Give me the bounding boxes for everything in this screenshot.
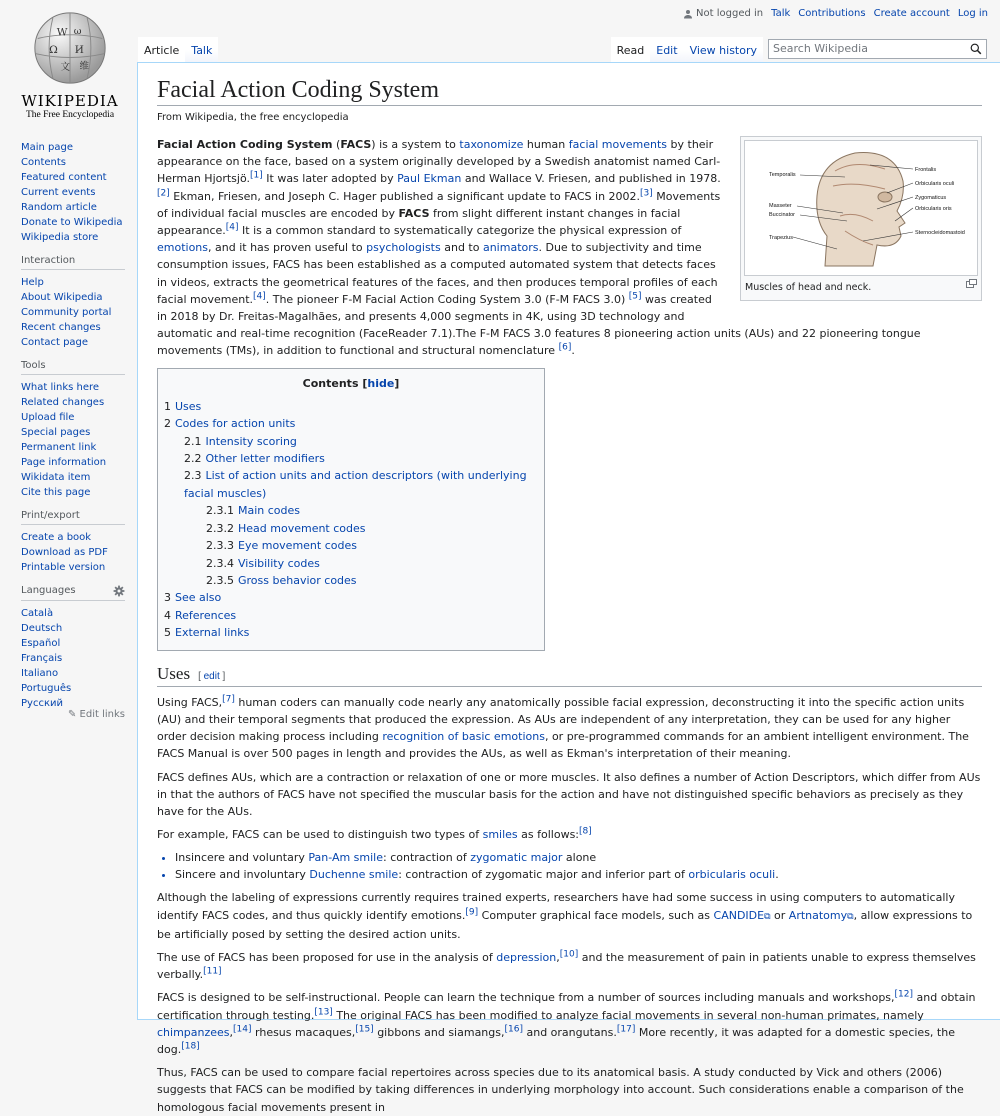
sidebar-item-page-information[interactable]: Page information <box>21 457 107 468</box>
sidebar-item-upload-file[interactable]: Upload file <box>21 412 75 423</box>
citation-15[interactable]: [15] <box>355 1024 374 1035</box>
external-link-icon: ⧉ <box>764 911 771 922</box>
list-item <box>21 636 125 651</box>
citation-8[interactable]: [8] <box>579 826 592 837</box>
link-artnatomy[interactable]: Artnatomy <box>788 908 848 922</box>
text: Ekman, Friesen, and Joseph C. Hager published a significant update to FACS in 2002. <box>169 189 641 203</box>
section-edit: [ edit ] <box>198 670 226 682</box>
toc-link[interactable]: Other letter modifiers <box>205 452 325 466</box>
toc-link[interactable]: Head movement codes <box>238 521 366 535</box>
citation-2[interactable]: [2] <box>157 187 170 198</box>
sidebar-item-donate-to-wikipedia[interactable]: Donate to Wikipedia <box>21 217 123 228</box>
text: Sincere and involuntary <box>175 868 310 882</box>
citation-12[interactable]: [12] <box>894 989 914 1000</box>
toc-title: Contents <box>302 376 359 390</box>
sidebar-heading-print: Print/export <box>21 510 125 525</box>
toc-link[interactable]: See also <box>175 591 222 605</box>
uses-paragraph-6: FACS is designed to be self-instructional. People can learn the technique from a number of sources including manuals and workshops,[12] and obtain certification through testing.[13] The original FACS has been modified to analyze facial movements in several non-human primates, namely chimpanzees,[14] rhesus macaques,[15] gibbons and siamangs,[16] and orangutans.[17] More recently, it was adapted for a domestic species, the dog.[18] <box>157 989 976 1056</box>
list-item <box>21 290 125 305</box>
label-orbicularis-oris: Orbicularis oris <box>915 206 952 212</box>
page-title: Facial Action Coding System <box>157 77 982 106</box>
list-item <box>21 485 125 500</box>
sidebar-heading-tools: Tools <box>21 360 125 375</box>
text: FACS is designed to be self-instructional. People can learn the technique from a number of sources including manuals and workshops, <box>157 991 895 1005</box>
toc-number: 4 <box>164 608 171 622</box>
citation-4[interactable]: [4] <box>253 291 266 302</box>
list-item <box>21 215 125 230</box>
sidebar-item-related-changes[interactable]: Related changes <box>21 397 105 408</box>
label-orbicularis-oculi: Orbicularis oculi <box>915 181 955 187</box>
toc-link[interactable]: List of action units and action descriptors (with underlying facial muscles) <box>184 469 527 500</box>
text: , or pre-programmed commands for an ambient intelligent environment. The FACS Manual is over 500 pages in length and provides the AUs, as well as Ekman's interpretation of their meaning. <box>157 730 969 761</box>
toc-number: 2.3.5 <box>206 573 234 587</box>
sidebar-item-featured-content[interactable]: Featured content <box>21 172 107 183</box>
list-item <box>21 335 125 350</box>
list-item <box>21 455 125 470</box>
logo-wordmark: WIKIPEDIA <box>21 92 119 110</box>
text: : contraction of <box>383 851 471 865</box>
uses-paragraph-4 <box>157 889 982 943</box>
uses-paragraph-7: Thus, FACS can be used to compare facial repertoires across species due to its anatomical basis. A study conducted by Vick and others (2006) suggests that FACS can be modified by taking differences in underlying morphology into account. Such considerations enable a comparison of the homologous facial movements present in <box>157 1066 964 1114</box>
anatomy-diagram <box>745 141 977 275</box>
text: The original FACS has been modified to analyze facial movements in several non-human primates, namely <box>332 1008 924 1022</box>
contributions-link[interactable]: Contributions <box>798 8 866 19</box>
language-link-catal[interactable]: Català <box>21 608 54 619</box>
table-of-contents <box>157 368 545 651</box>
enlarge-icon[interactable] <box>966 279 977 288</box>
smile-types-list <box>175 849 982 883</box>
puzzle-globe-icon <box>32 10 108 86</box>
link-recognition-basic-emotions[interactable]: recognition of basic emotions <box>382 730 545 744</box>
sidebar-item-about-wikipedia[interactable]: About Wikipedia <box>21 292 103 303</box>
content-area <box>137 62 1000 1114</box>
toc-title-row: Contents [hide] <box>302 376 400 390</box>
text: : contraction of zygomatic major and inferior part of <box>398 868 689 882</box>
toc-link[interactable]: Eye movement codes <box>238 539 357 553</box>
list-item <box>175 866 982 883</box>
toc-link[interactable]: External links <box>175 626 250 640</box>
list-item <box>21 681 125 696</box>
toc-item[interactable] <box>164 520 538 537</box>
label-sternocleidomastoid: Sternocleidomastoid <box>915 230 965 236</box>
text: and obtain certification through testing. <box>157 991 976 1022</box>
toc-item[interactable] <box>164 607 538 624</box>
sidebar-heading-languages <box>21 585 125 601</box>
label-temporalis: Temporalis <box>769 172 796 178</box>
label-masseter: Masseter <box>769 203 792 209</box>
text: and Wallace V. Friesen, and published in 1978. <box>461 172 721 186</box>
toc-number: 3 <box>164 591 171 605</box>
tab-article[interactable]: Article <box>138 37 185 63</box>
link-facial-movements[interactable]: facial movements <box>568 138 668 151</box>
text: . <box>775 868 779 882</box>
gear-icon[interactable] <box>113 585 125 597</box>
logo-tagline: The Free Encyclopedia <box>25 110 115 120</box>
citation-11[interactable]: [11] <box>203 966 222 977</box>
toc-link[interactable]: References <box>175 608 237 622</box>
label-frontalis: Frontalis <box>915 167 937 173</box>
not-logged-in: Not logged in <box>683 8 763 19</box>
text: and the measurement of pain in patients unable to express themselves verbally. <box>157 950 976 982</box>
svg-text:И: И <box>74 43 84 56</box>
toc-item[interactable] <box>164 502 538 519</box>
toc-number: 2.3.3 <box>206 539 234 553</box>
article-body <box>157 136 982 1116</box>
toc-item[interactable] <box>164 467 538 502</box>
text: Movements of individual facial muscles are encoded by <box>157 189 721 220</box>
list-item <box>21 470 125 485</box>
link-zygomatic-major[interactable]: zygomatic major <box>470 851 563 865</box>
link-smiles[interactable]: smiles <box>482 828 518 842</box>
list-item <box>21 621 125 636</box>
pencil-icon: ✎ <box>67 709 77 720</box>
list-item <box>21 545 125 560</box>
sidebar-item-help[interactable]: Help <box>21 277 44 288</box>
text: It was later adopted by <box>262 172 398 186</box>
citation-10[interactable]: [10] <box>559 949 579 960</box>
link-orbicularis-oculi[interactable]: orbicularis oculi <box>688 868 776 882</box>
toc-item[interactable] <box>164 450 538 467</box>
text: . <box>571 344 575 358</box>
link-paul-ekman[interactable]: Paul Ekman <box>397 172 462 186</box>
view-tabs <box>611 37 763 63</box>
sidebar <box>0 140 137 730</box>
list-item <box>21 275 125 290</box>
text: and to <box>440 241 483 255</box>
language-link-portugu-s[interactable]: Português <box>21 683 72 694</box>
link-pan-am-smile[interactable]: Pan-Am smile <box>308 851 384 865</box>
sidebar-interaction <box>21 255 125 350</box>
text: , and it has proven useful to <box>208 241 367 255</box>
term-facs: FACS <box>340 138 372 151</box>
toc-item[interactable] <box>164 537 538 554</box>
tab-talk[interactable]: Talk <box>185 37 218 63</box>
link-depression[interactable]: depression <box>496 950 557 964</box>
text: ( <box>332 138 341 151</box>
link-taxonomize[interactable]: taxonomize <box>459 138 524 151</box>
citation-6[interactable]: [6] <box>558 342 572 353</box>
text: . Due to subjectivity and time consumption issues, FACS has been established as a computed automated system that detects faces in videos, extracts the geometrical features of the faces, and then produces temporal profiles of each facial movement. <box>157 241 718 306</box>
text: rhesus macaques, <box>251 1025 356 1039</box>
toc-item[interactable] <box>164 572 538 589</box>
svg-text:维: 维 <box>79 60 90 72</box>
edit-section-link[interactable]: edit <box>203 670 220 682</box>
sidebar-tools <box>21 360 125 500</box>
text: Although the labeling of expressions currently requires trained experts, researchers have had some success in using computers to automatically identify FACS codes, and thus quickly identify emotions. <box>157 891 955 922</box>
text: . The pioneer F-M Facial Action Coding System 3.0 (F-M FACS 3.0) <box>265 292 629 306</box>
svg-text:ω: ω <box>73 25 82 37</box>
sidebar-item-what-links-here[interactable]: What links here <box>21 382 100 393</box>
svg-text:W: W <box>56 26 68 39</box>
sidebar-item-contact-page[interactable]: Contact page <box>21 337 89 348</box>
language-link-fran-ais[interactable]: Français <box>21 653 63 664</box>
list-item <box>21 651 125 666</box>
toc-item[interactable] <box>164 589 538 606</box>
heading-text: Uses <box>157 663 191 683</box>
text: For example, FACS can be used to distinguish two types of <box>157 828 483 842</box>
list-item <box>21 185 125 200</box>
text: alone <box>562 851 597 865</box>
link-emotions[interactable]: emotions <box>157 241 209 255</box>
create-account-link[interactable]: Create account <box>873 8 950 19</box>
citation-7[interactable]: [7] <box>222 694 235 705</box>
toc-link[interactable]: Codes for action units <box>175 417 296 431</box>
text: was created in 2018 by Dr. Freitas-Magalhães, and presents 4,000 segments in 4K, using 3D technology and automatic and real-time recognition (FaceReader 7.1).The F-M FACS 3.0 features 8 pioneering action units (AUs) and 22 pioneering tongue movements (TMs), in addition to functional and structural nomenclature <box>157 292 921 358</box>
text: or <box>770 908 789 922</box>
languages-title: Languages <box>21 585 76 596</box>
tab-view-history[interactable]: View history <box>684 37 763 63</box>
link-psychologists[interactable]: psychologists <box>366 241 441 255</box>
link-chimpanzees[interactable]: chimpanzees <box>157 1025 230 1039</box>
svg-text:Ω: Ω <box>49 43 58 56</box>
language-link-espa-ol[interactable]: Español <box>21 638 61 649</box>
list-item <box>21 305 125 320</box>
sidebar-item-wikidata-item[interactable]: Wikidata item <box>21 472 91 483</box>
list-item <box>21 440 125 455</box>
toc-item[interactable] <box>164 398 538 415</box>
citation-18[interactable]: [18] <box>181 1041 200 1052</box>
toc-item[interactable] <box>164 415 538 432</box>
list-item <box>21 380 125 395</box>
section-heading-uses <box>157 665 982 687</box>
sidebar-item-download-as-pdf[interactable]: Download as PDF <box>21 547 108 558</box>
sidebar-item-contents[interactable]: Contents <box>21 157 66 168</box>
toc-number: 2.2 <box>184 452 202 466</box>
toc-number: 2.3 <box>184 469 202 483</box>
label-zygomaticus: Zygomaticus <box>915 195 947 201</box>
toc-item[interactable] <box>164 624 538 641</box>
text: ) is a system to <box>371 138 460 151</box>
sidebar-item-create-a-book[interactable]: Create a book <box>21 532 92 543</box>
text: and orangutans. <box>522 1025 617 1039</box>
search-icon[interactable] <box>970 43 982 55</box>
citation-5[interactable]: [5] <box>628 291 642 302</box>
sidebar-item-printable-version[interactable]: Printable version <box>21 562 106 573</box>
head-muscles-image[interactable] <box>744 140 978 276</box>
text: human coders can manually code nearly any anatomically possible facial expression, deconstructing it into the specific action units (AU) and their temporal segments that produced the expression. As AUs are independent of any interpretation, they can be used for any higher order decision making process including <box>157 695 965 744</box>
label-trapezius: Trapezius <box>769 235 793 241</box>
citation-4[interactable]: [4] <box>225 222 239 233</box>
toc-link[interactable]: Intensity scoring <box>205 434 297 448</box>
text: Computer graphical face models, such as <box>478 908 714 922</box>
tab-read[interactable]: Read <box>611 37 651 63</box>
label-buccinator: Buccinator <box>769 212 795 218</box>
edit-links-label: Edit links <box>79 709 125 720</box>
external-link-icon: ⧉ <box>847 911 854 922</box>
language-link-[interactable]: Русский <box>21 698 63 709</box>
toc-number: 5 <box>164 626 171 640</box>
sidebar-item-main-page[interactable]: Main page <box>21 142 74 153</box>
citation-13[interactable]: [13] <box>314 1006 333 1017</box>
svg-text:文: 文 <box>60 61 71 73</box>
toc-number: 2 <box>164 417 171 431</box>
uses-paragraph-2: FACS defines AUs, which are a contraction or relaxation of one or more muscles. It also defines a number of Action Descriptors, which differ from AUs in that the authors of FACS have not specified the muscular basis for the action and have not distinguished specific behaviors as precisely as they have for the AUs. <box>157 770 981 818</box>
link-candide[interactable]: CANDIDE <box>713 908 765 922</box>
log-in-link[interactable]: Log in <box>957 8 988 19</box>
wikipedia-logo[interactable] <box>18 10 122 125</box>
text: human <box>523 138 569 151</box>
sidebar-item-special-pages[interactable]: Special pages <box>21 427 91 438</box>
sidebar-item-cite-this-page[interactable]: Cite this page <box>21 487 91 498</box>
text: Using FACS, <box>157 695 223 709</box>
text: More recently, it was adapted for a domestic species, the dog. <box>157 1025 955 1056</box>
uses-paragraph-3 <box>157 826 982 843</box>
sidebar-item-random-article[interactable]: Random article <box>21 202 97 213</box>
site-subtitle: From Wikipedia, the free encyclopedia <box>157 112 349 123</box>
link-duchenne-smile[interactable]: Duchenne smile <box>309 868 399 882</box>
toc-number: 1 <box>164 399 171 413</box>
sidebar-item-current-events[interactable]: Current events <box>21 187 96 198</box>
list-item <box>21 230 125 245</box>
toc-link[interactable]: Main codes <box>238 504 301 518</box>
talk-link[interactable]: Talk <box>771 8 791 19</box>
toc-number: 2.3.4 <box>206 556 234 570</box>
toc-item[interactable] <box>164 555 538 572</box>
personal-tools <box>683 8 988 19</box>
text: It is a common standard to systematically categorize the physical expression of <box>238 224 682 238</box>
list-item <box>21 155 125 170</box>
list-item <box>21 666 125 681</box>
list-item <box>21 170 125 185</box>
uses-paragraph-5: The use of FACS has been proposed for use in the analysis of depression,[10] and the measurement of pain in patients unable to express themselves verbally.[11] <box>157 949 976 982</box>
thumbnail-figure <box>740 136 982 301</box>
citation-9[interactable]: [9] <box>465 906 479 917</box>
text: by their appearance on the face, based on a system originally developed by a Swedish anatomist named Carl-Herman Hjortsjö. <box>157 138 721 186</box>
list-item <box>21 560 125 575</box>
citation-1[interactable]: [1] <box>250 170 263 181</box>
text: The use of FACS has been proposed for use in the analysis of <box>157 950 497 964</box>
namespace-tabs <box>138 37 218 63</box>
toc-list <box>164 398 538 642</box>
list-item <box>21 410 125 425</box>
toc-hide-link[interactable]: hide <box>367 376 395 390</box>
list-item <box>21 320 125 335</box>
toc-number: 2.1 <box>184 434 202 448</box>
toc-number: 2.3.2 <box>206 521 234 535</box>
toc-link[interactable]: Visibility codes <box>238 556 320 570</box>
term-facs-full: Facial Action Coding System <box>157 138 333 151</box>
sidebar-print <box>21 510 125 575</box>
toc-item[interactable] <box>164 433 538 450</box>
toc-link[interactable]: Gross behavior codes <box>238 573 357 587</box>
list-item <box>21 530 125 545</box>
sidebar-navigation <box>21 140 125 245</box>
uses-paragraph-1 <box>157 694 982 763</box>
text: Insincere and voluntary <box>175 851 309 865</box>
link-animators[interactable]: animators <box>482 241 539 255</box>
sidebar-item-community-portal[interactable]: Community portal <box>21 307 112 318</box>
list-item <box>21 200 125 215</box>
list-item <box>21 140 125 155</box>
thumbnail-caption <box>744 276 978 297</box>
list-item <box>21 606 125 621</box>
text: as follows: <box>517 828 579 842</box>
citation-14[interactable]: [14] <box>233 1024 252 1035</box>
user-icon <box>683 9 693 19</box>
list-item <box>21 425 125 440</box>
language-link-deutsch[interactable]: Deutsch <box>21 623 63 634</box>
sidebar-languages <box>21 585 125 720</box>
citation-3[interactable]: [3] <box>640 187 653 198</box>
toc-link[interactable]: Uses <box>175 399 202 413</box>
toc-number: 2.3.1 <box>206 504 234 518</box>
term-facs: FACS <box>398 206 430 220</box>
caption-text: Muscles of head and neck. <box>745 282 872 293</box>
search-placeholder: Search Wikipedia <box>773 42 868 55</box>
search-input[interactable] <box>768 39 987 59</box>
sidebar-item-recent-changes[interactable]: Recent changes <box>21 322 101 333</box>
sidebar-heading-interaction: Interaction <box>21 255 125 270</box>
list-item <box>21 395 125 410</box>
list-item <box>175 849 982 866</box>
text: , allow expressions to be artificially posed by setting the desired action units. <box>157 908 973 941</box>
citation-16[interactable]: [16] <box>504 1024 523 1035</box>
text: from slight different instant changes in facial appearance. <box>157 206 681 238</box>
text: gibbons and siamangs, <box>373 1025 505 1039</box>
language-link-italiano[interactable]: Italiano <box>21 668 59 679</box>
sidebar-item-wikipedia-store[interactable]: Wikipedia store <box>21 232 99 243</box>
tab-edit[interactable]: Edit <box>650 37 683 63</box>
sidebar-item-permanent-link[interactable]: Permanent link <box>21 442 97 453</box>
citation-17[interactable]: [17] <box>616 1024 636 1035</box>
